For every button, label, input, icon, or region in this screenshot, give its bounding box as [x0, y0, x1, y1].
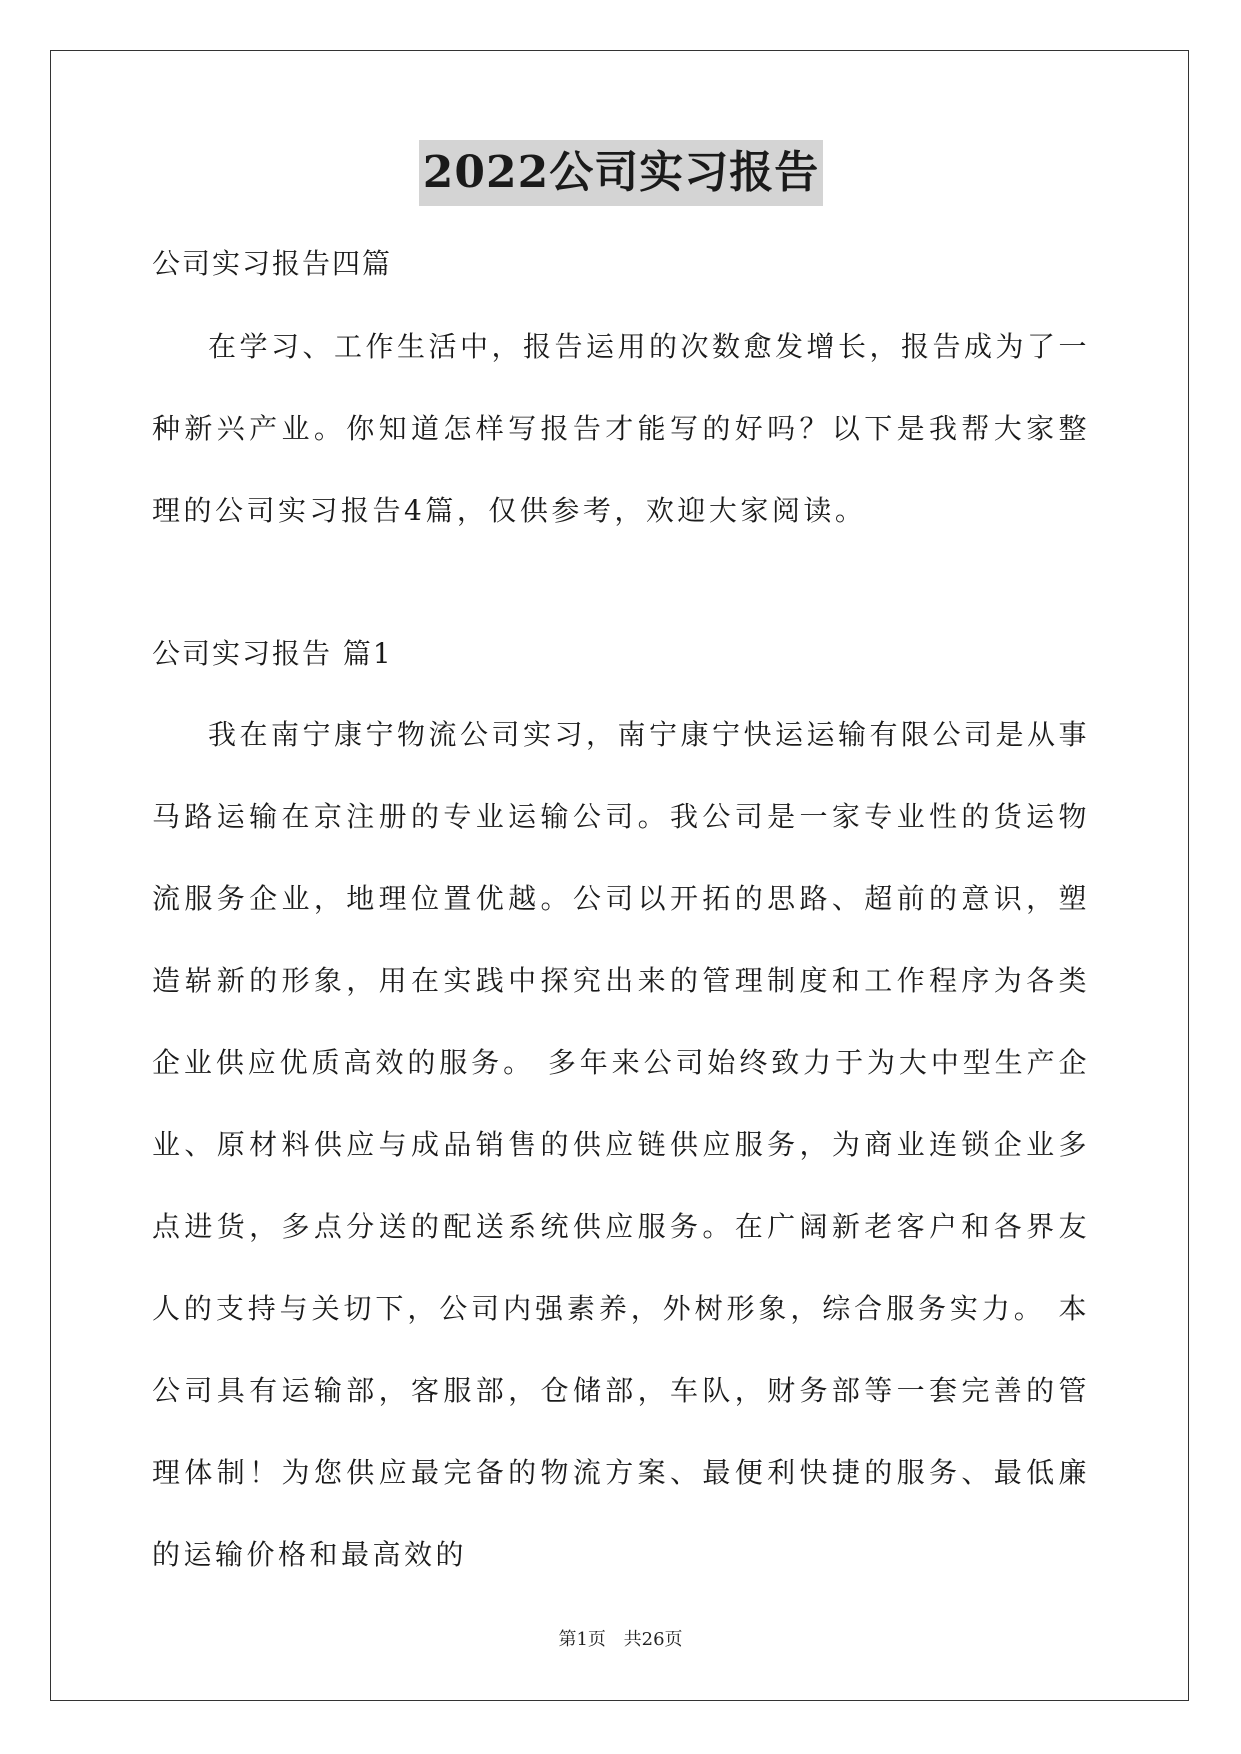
page-footer [0, 1628, 1241, 1652]
title-container [152, 140, 1090, 230]
intro-paragraph: 在学习、工作生活中，报告运用的次数愈发增长，报告成为了一种新兴产业。你知道怎样写报告才能写的好吗？以下是我帮大家整理的公司实习报告4篇，仅供参考，欢迎大家阅读。 [152, 330, 1091, 527]
document-subtitle: 公司实习报告四篇 [152, 247, 393, 280]
section-heading: 公司实习报告 篇1 [152, 637, 393, 670]
page-number-current: 第1页 [558, 1629, 606, 1650]
document-title: 2022公司实习报告 [419, 140, 823, 206]
page-number-total: 共26页 [623, 1629, 683, 1650]
section-paragraph: 我在南宁康宁物流公司实习，南宁康宁快运运输有限公司是从事马路运输在京注册的专业运输公司。我公司是一家专业性的货运物流服务企业，地理位置优越。公司以开拓的思路、超前的意识，塑造崭新的形象，用在实践中探究出来的管理制度和工作程序为各类企业供应优质高效的服务。 多年来公司始终致力于为大中型生产企业、原材料供应与成品销售的供应链供应服务，为商业连锁企业多点进货，多点分送的配送系统供应服务。在广阔新老客户和各界友人的支持与关切下，公司内强素养，外树形象，综合服务实力。 本公司具有运输部，客服部，仓储部，车队，财务部等一套完善的管理体制！为您供应最完备的物流方案、最便利快捷的服务、最低廉的运输价格和最高效的 [152, 718, 1091, 1571]
document-body [152, 140, 1090, 1596]
